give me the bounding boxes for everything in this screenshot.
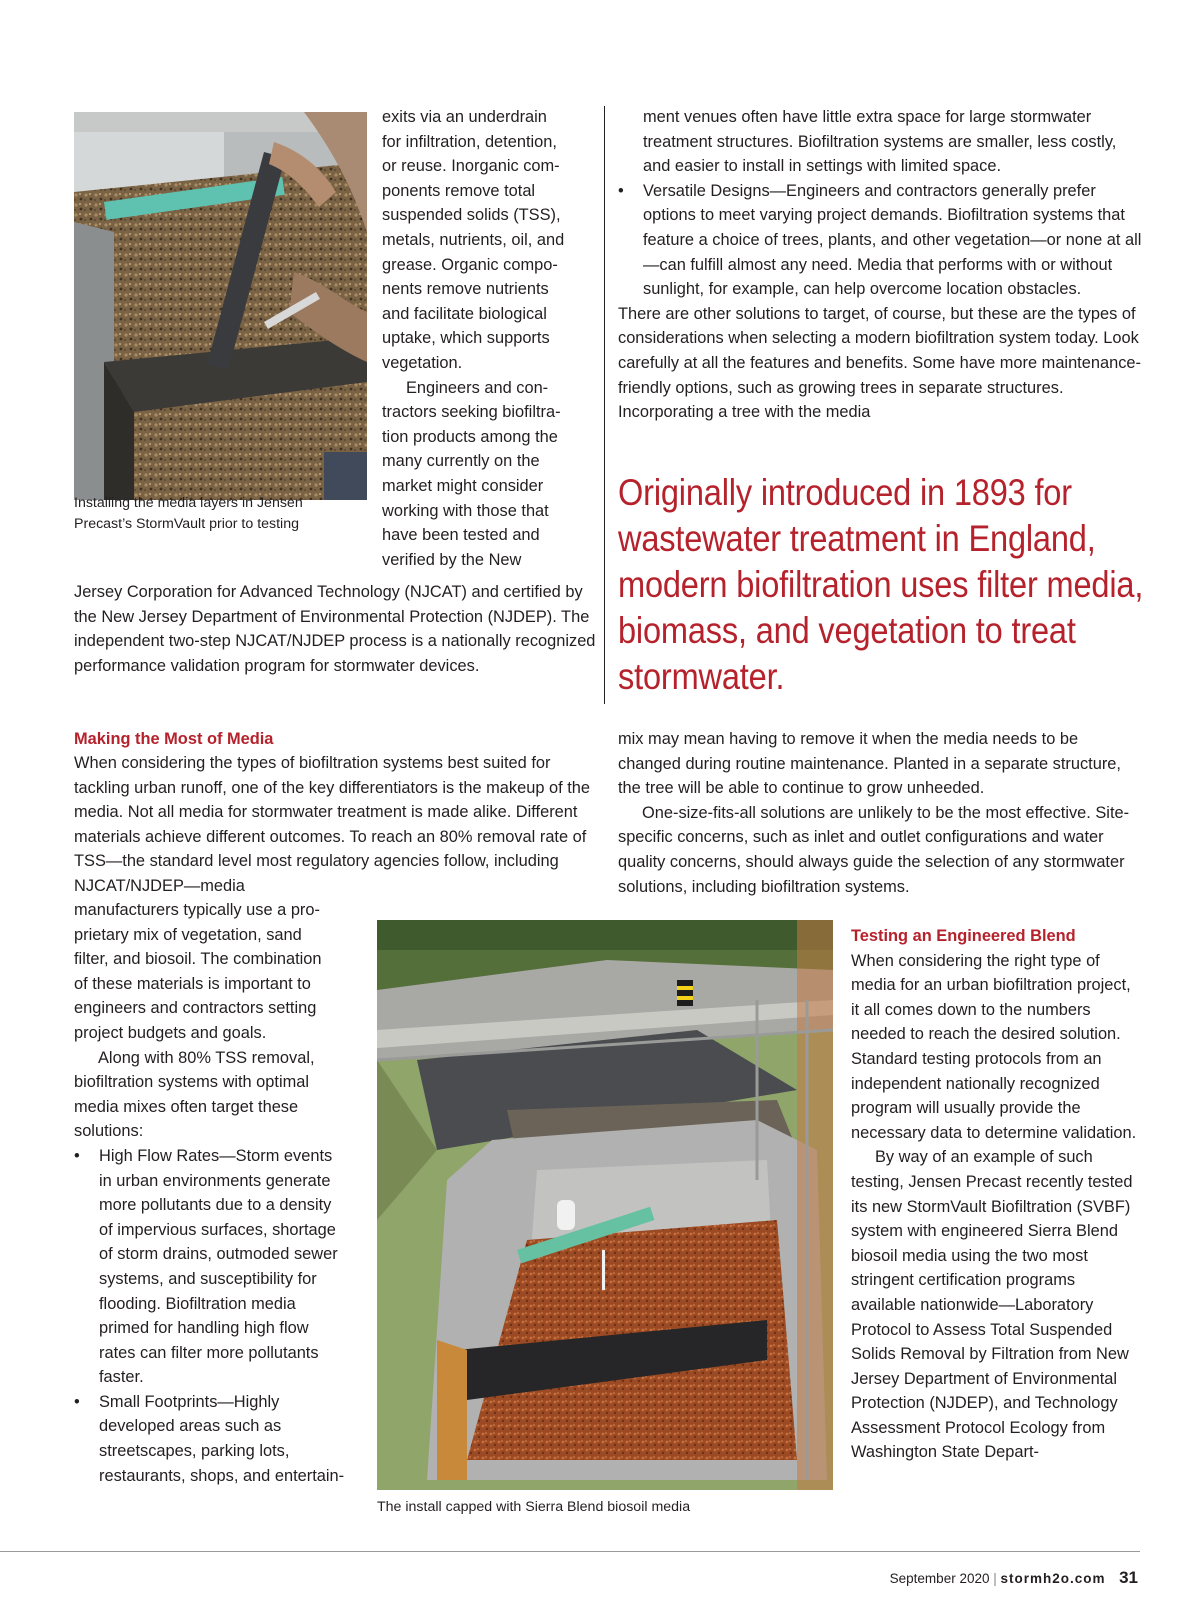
one-size-paragraph: One-size-fits-all solutions are unlikely to be the most effective. Site-specific concerns, such as inlet and outlet configurations and water quality concerns, should always guide the selection of any stormwater solutions, including biofiltration systems. — [618, 803, 1130, 896]
bullet-high-flow-rates: • High Flow Rates—Storm events in urban environments generate more pollutants due to a density of impervious surfaces, shortage of storm drains, outmoded sewer systems, and susceptibility for flooding. Biofiltration media primed for handling high flow rates can filter more pollutants faster. — [74, 1144, 349, 1390]
small-footprints-cont: ment venues often have little extra space for large stormwater treatment structures. Biofiltration systems are smaller, less costly, and easier to install in settings with limited space. — [643, 108, 1117, 176]
footer-site: stormh2o.com — [1000, 1571, 1106, 1586]
njcat-paragraph: Jersey Corporation for Advanced Technology (NJCAT) and certified by the New Jersey Department of Environmental Protection (NJDEP). The independent two-step NJCAT/NJDEP process is a nationally recognized performance validation program for stormwater devices. — [74, 583, 596, 675]
photo-installing-media — [74, 112, 367, 500]
bullet-small-footprints: • Small Footprints—Highly developed areas such as streetscapes, parking lots, restaurants, shops, and entertain- — [74, 1390, 349, 1488]
pull-quote: Originally introduced in 1893 for wastewater treatment in England, modern biofiltration uses filter media, biomass, and vegetation to treat stormwater. — [618, 472, 1144, 697]
photo-caption-installing — [74, 493, 303, 534]
photo-install-capped — [377, 920, 833, 1490]
media-paragraph: When considering the types of biofiltration systems best suited for tackling urban runoff, one of the key differentiators is the makeup of the media. Not all media for stormwater treatment is made alike. Different materials achieve different outcomes. To reach an 80% removal rate of TSS—the standard level most regulatory agencies follow, including NJCAT/NJDEP—media — [74, 754, 591, 895]
photo-caption-capped: The install capped with Sierra Blend biosoil media — [377, 1499, 691, 1515]
column2-top-text — [618, 105, 1143, 425]
footer-rule — [0, 1551, 1140, 1552]
photo-install-capped-image — [377, 920, 833, 1490]
testing-paragraph-1: When considering the right type of media for an urban biofiltration project, it all comes down to the numbers needed to reach the desired solution. Standard testing protocols from an independent nationally recognized program will usually provide the necessary data to determine validation. — [851, 951, 1137, 1142]
media-narrow-text — [74, 898, 364, 1488]
considerations-paragraph: There are other solutions to target, of course, but these are the types of considerations when selecting a modern biofiltration system today. Look carefully at all the features and benefits. Some have more maintenance-friendly options, such as growing trees in separate structures. Incorporating a tree with the media — [618, 304, 1141, 422]
wrap-paragraph-1: exits via an underdrain for infiltration, detention, or reuse. Inorganic com- ponents remove total suspended solids (TSS), metals, nutrients, oil, and grease. Organic compo- nents remove nutrients and facilitate biological uptake, which supports vegetation. — [382, 108, 565, 372]
solutions-list-cont — [618, 179, 1143, 302]
solutions-list — [74, 1144, 364, 1488]
bullet-versatile-designs: • Versatile Designs—Engineers and contractors generally prefer options to meet varying project demands. Biofiltration systems that feature a choice of trees, plants, and other vegetation—or none at all—can fulfill almost any need. Media that performs with or without sunlight, for example, can help overcome location obstacles. — [618, 179, 1143, 302]
heading-testing-engineered-blend: Testing an Engineered Blend — [851, 927, 1076, 945]
page-footer: September 2020 | stormh2o.com 31 — [889, 1568, 1138, 1587]
column2-mid-text — [618, 727, 1143, 899]
testing-section — [851, 924, 1143, 1465]
photo-installing-media-image — [74, 112, 367, 500]
tss-paragraph: Along with 80% TSS removal, biofiltration systems with optimal media mixes often target these solutions: — [74, 1048, 315, 1141]
column1-wrap-text — [382, 105, 604, 572]
media-paragraph-cont: manufacturers typically use a pro- prietary mix of vegetation, sand filter, and biosoil. The combination of these materials is important to engineers and contractors setting project budgets and goals. — [74, 901, 322, 1042]
caption-line-2: Precast’s StormVault prior to testing — [74, 515, 299, 532]
heading-making-most-of-media: Making the Most of Media — [74, 730, 274, 748]
testing-paragraph-2: By way of an example of such testing, Jensen Precast recently tested its new StormVault Biofiltration (SVBF) system with engineered Sierra Blend biosoil media using the two most stringent certification programs available nationwide—Laboratory Protocol to Assess Total Suspended Solids Removal by Filtration from New Jersey Department of Environmental Protection (NJDEP), and Technology Assessment Protocol Ecology from Washington State Depart- — [851, 1148, 1133, 1462]
tree-paragraph: mix may mean having to remove it when the media needs to be changed during routine maintenance. Planted in a separate structure, the tree will be able to continue to grow unheeded. — [618, 730, 1121, 798]
page-number: 31 — [1119, 1568, 1138, 1587]
caption-line-1: Installing the media layers in Jensen — [74, 495, 303, 511]
column-divider — [604, 106, 605, 704]
wrap-paragraph-2: Engineers and con- tractors seeking biofiltra- tion products among the many currently on the market might consider working with those that have been tested and verified by the New — [382, 378, 561, 569]
footer-date: September 2020 — [889, 1571, 990, 1586]
